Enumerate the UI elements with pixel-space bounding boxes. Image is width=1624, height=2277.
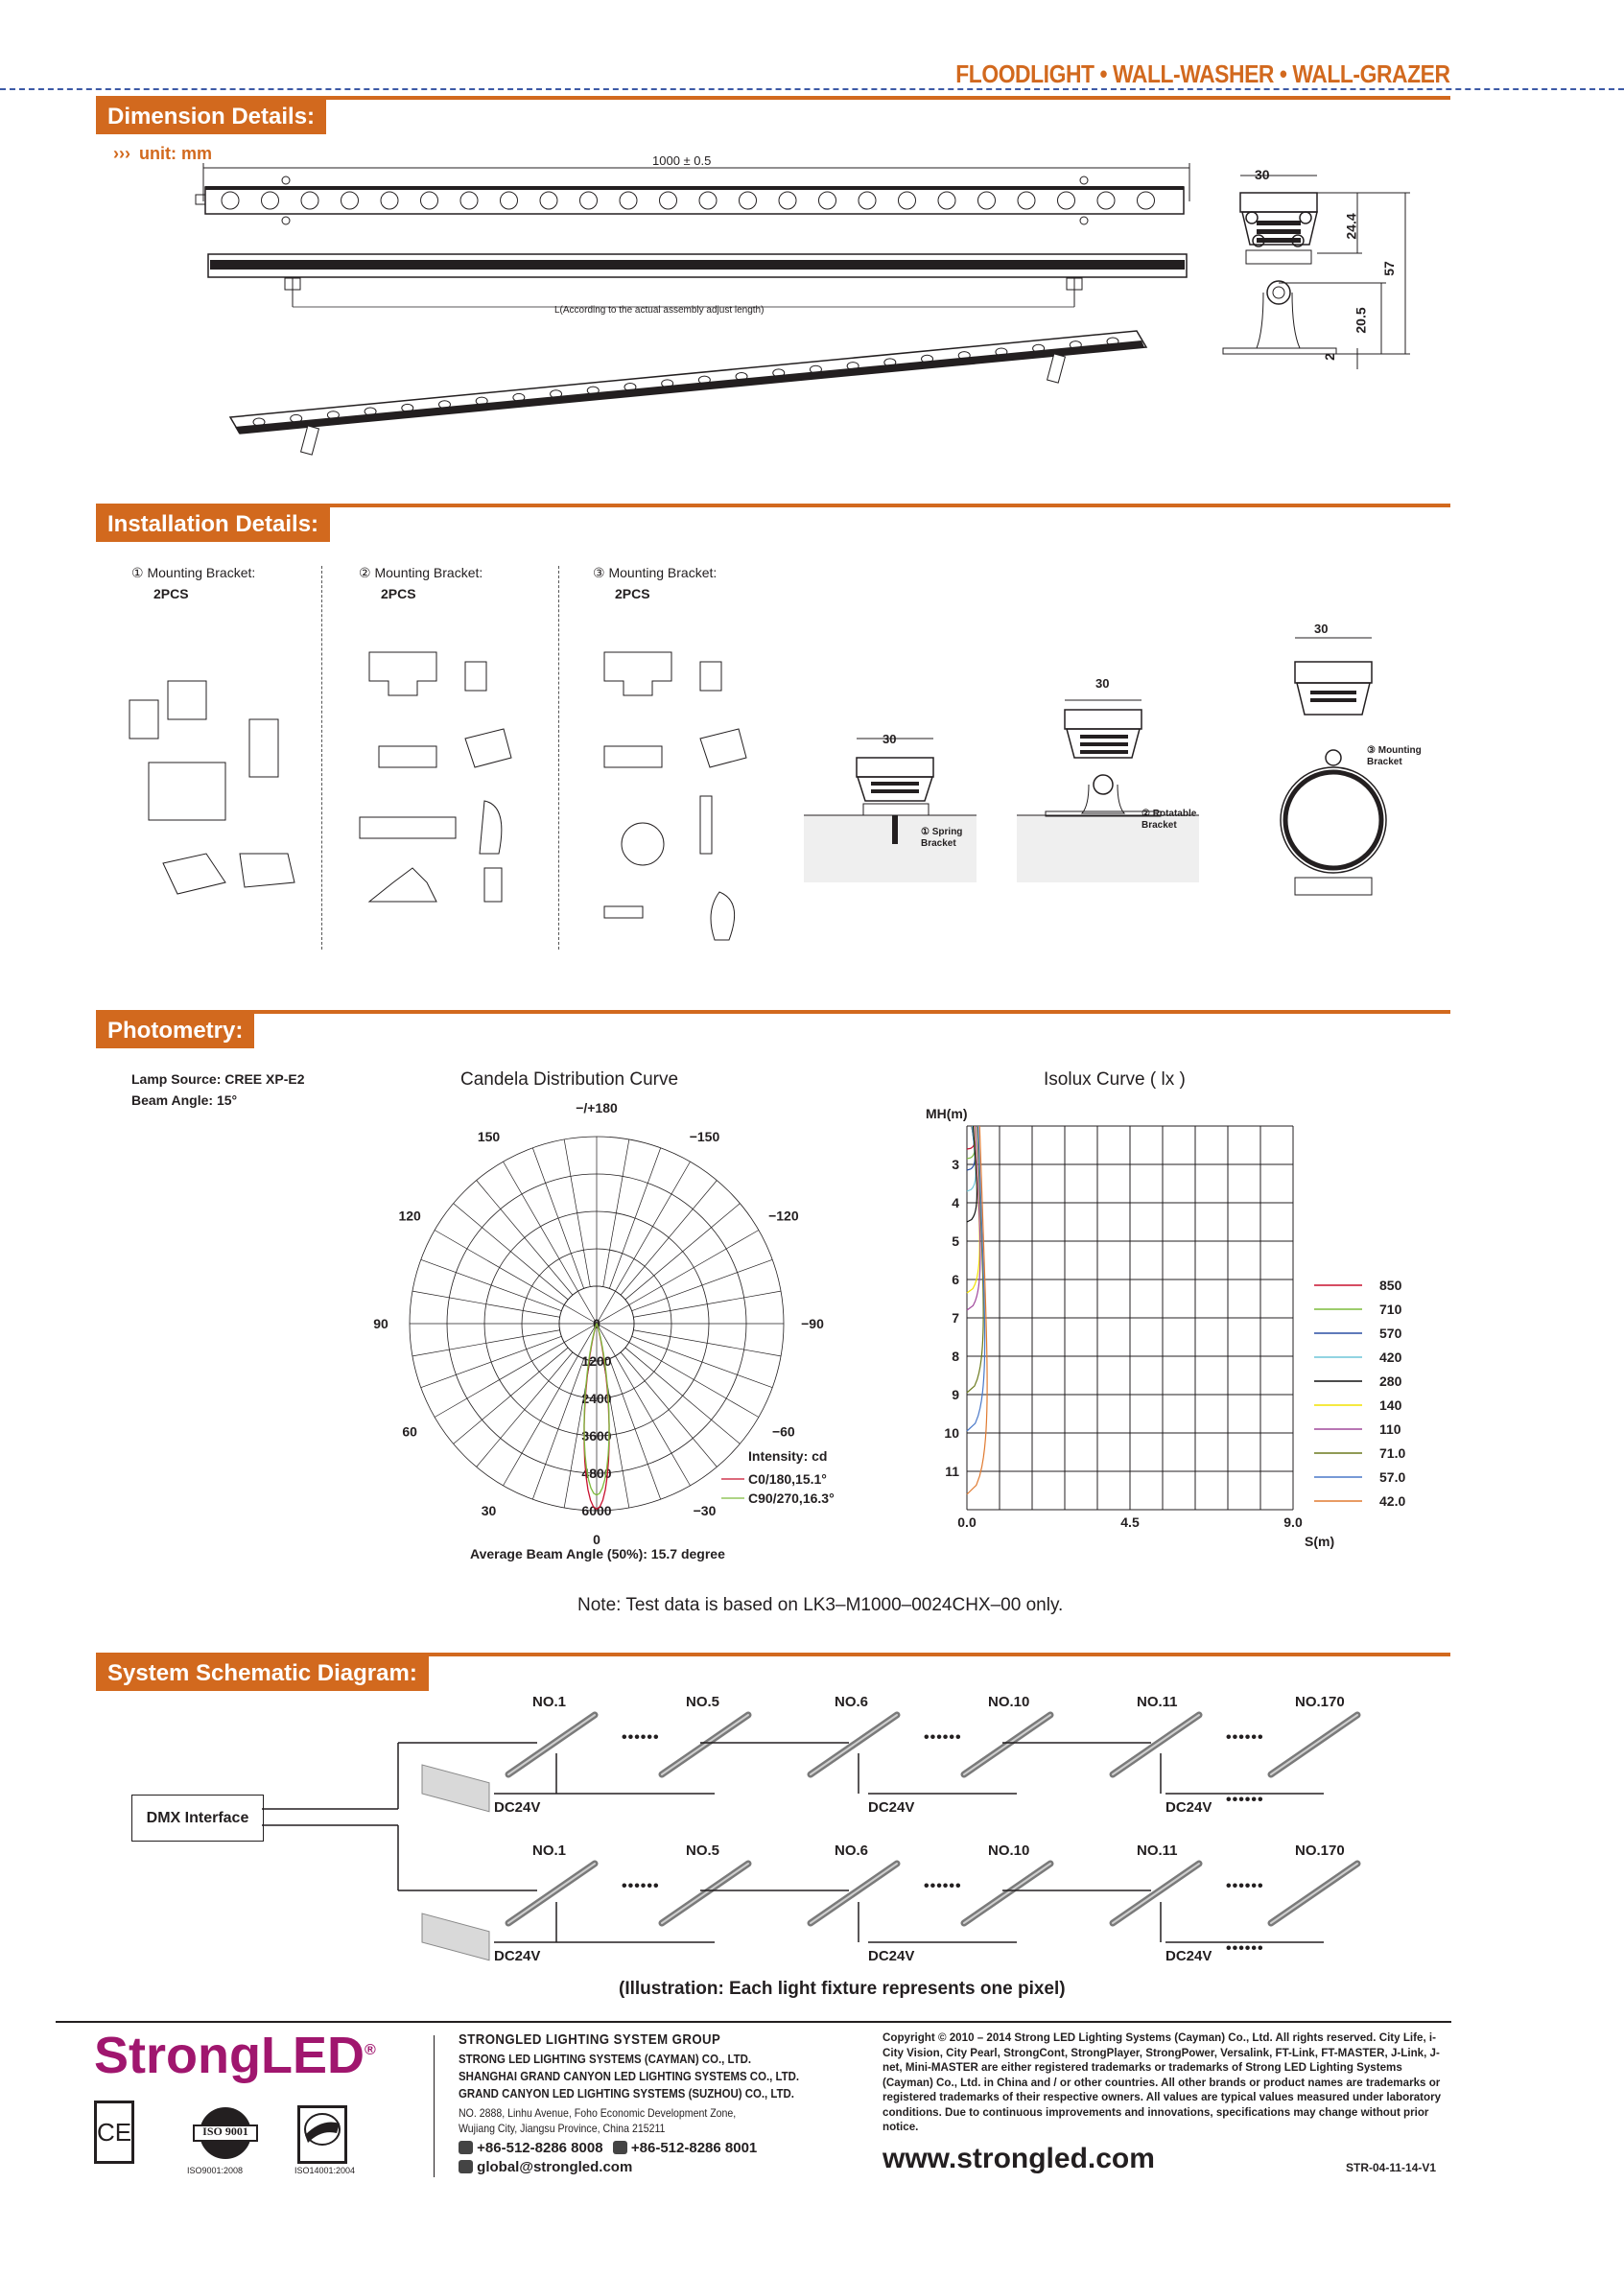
light-fixture-highlight <box>662 1715 748 1774</box>
bracket-1-qty: 2PCS <box>153 586 189 601</box>
bracket-2-qty: 2PCS <box>381 586 416 601</box>
contact-email-row <box>459 2159 632 2175</box>
light-fixture-highlight <box>508 1715 595 1774</box>
polar-angle-label: −120 <box>768 1208 799 1224</box>
y-tick-label: 10 <box>944 1425 959 1441</box>
polar-angle-label: −90 <box>801 1316 824 1331</box>
light-fixture-highlight <box>1113 1864 1199 1923</box>
unit-label: unit: mm <box>139 144 212 163</box>
adjustable-length-label: L(According to the actual assembly adjust length) <box>554 305 765 316</box>
polar-radial-tick-label: 6000 <box>581 1503 612 1518</box>
lamp-source-label: Lamp Source: CREE XP-E2 <box>131 1071 305 1087</box>
spring-bracket-callout: ① Spring Bracket <box>921 827 963 849</box>
profile-base-label: 2 <box>1321 353 1337 361</box>
polar-angle-label: −150 <box>689 1129 720 1145</box>
light-fixture-highlight <box>964 1715 1050 1774</box>
iso9001-caption: ISO9001:2008 <box>187 2166 244 2175</box>
legend-entry: 420 <box>1379 1350 1402 1365</box>
legend-entry: 710 <box>1379 1302 1402 1317</box>
address-line: Wujiang City, Jiangsu Province, China 215211 <box>459 2122 666 2135</box>
rotatable-bracket-callout: ② Rotatable Bracket <box>1142 809 1197 831</box>
light-fixture-highlight <box>1271 1864 1357 1923</box>
pipe-bracket-callout: ③ Mounting Bracket <box>1367 745 1422 767</box>
light-fixture-highlight <box>811 1715 897 1774</box>
bracket-3-qty: 2PCS <box>615 586 650 601</box>
fixture-label: NO.6 <box>835 1843 869 1859</box>
light-fixture-highlight <box>1113 1715 1199 1774</box>
profile-bracket-height-label: 20.5 <box>1353 307 1369 334</box>
contact-phone-row <box>459 2140 757 2156</box>
polar-angle-label: −/+180 <box>576 1100 618 1115</box>
polar-angle-label: 60 <box>402 1423 417 1440</box>
x-tick-label: 4.5 <box>1120 1514 1140 1530</box>
fixture-label: NO.170 <box>1295 1694 1345 1710</box>
y-tick-label: 11 <box>945 1464 959 1479</box>
y-tick-label: 3 <box>952 1157 959 1172</box>
fixture-label: NO.1 <box>532 1843 567 1859</box>
continuation-dots: •••••• <box>622 1729 660 1746</box>
iso14001-caption: ISO14001:2004 <box>294 2166 356 2175</box>
section-title-installation: Installation Details: <box>96 507 330 542</box>
dc24v-label: DC24V <box>494 1799 541 1816</box>
dc24v-label: DC24V <box>868 1948 915 1964</box>
profile-width-label: 30 <box>1255 167 1270 182</box>
profile-top-height-label: 24.4 <box>1343 213 1359 240</box>
fixture-label: NO.11 <box>1137 1843 1178 1859</box>
section-title-photometry: Photometry: <box>96 1014 254 1048</box>
polar-radial-tick-label: 1200 <box>581 1353 612 1369</box>
legend-entry: 140 <box>1379 1397 1402 1413</box>
dc24v-label: DC24V <box>1165 1948 1212 1964</box>
rotatable-width-label: 30 <box>1095 676 1110 691</box>
footer-divider <box>434 2035 435 2177</box>
website-link[interactable]: www.strongled.com <box>883 2143 1155 2174</box>
fax-number: +86-512-8286 8001 <box>630 2140 758 2156</box>
copyright-notice: Copyright © 2010 – 2014 Strong LED Lighting Systems (Cayman) Co., Ltd. All rights reserved. City Life, i-City Vision, City Pearl, StrongCont, StrongPlayer, StrongPower, Versalink, FT-Link, FT-MASTER, J-Link, J-net, Mini-MASTER are either registered trademarks or trademarks of Strong LED Lighting Systems (Cayman) Co., Ltd. in China and / or other countries. All other brands or product names are trademarks or registered trademarks of their respective owners. All values are typical values measured under laboratory conditions. Due to continuous improvements and innovations, specifications may change without prior notice. <box>883 2031 1442 2133</box>
dc24v-label: DC24V <box>1165 1799 1212 1816</box>
iso14001-badge-icon <box>297 2105 347 2164</box>
fixture-label: NO.10 <box>988 1694 1030 1710</box>
light-fixture-highlight <box>662 1864 748 1923</box>
fixture-label: NO.10 <box>988 1843 1030 1859</box>
x-tick-label: 0.0 <box>957 1514 977 1530</box>
bracket-1-title: ① Mounting Bracket: <box>131 565 256 580</box>
continuation-dots: •••••• <box>1226 1878 1264 1894</box>
polar-angle-label: 90 <box>373 1316 388 1331</box>
y-axis-label: MH(m) <box>926 1106 968 1121</box>
polar-angle-label: 150 <box>477 1129 501 1145</box>
continuation-dots: •••••• <box>1226 1729 1264 1746</box>
polar-angle-label: 0 <box>593 1532 600 1547</box>
section-title-dimension: Dimension Details: <box>96 100 326 134</box>
telephone-icon <box>459 2141 473 2154</box>
legend-entry: 570 <box>1379 1326 1402 1341</box>
company-line: STRONG LED LIGHTING SYSTEMS (CAYMAN) CO., LTD. <box>459 2052 752 2066</box>
page-header-title: FLOODLIGHT • WALL-WASHER • WALL-GRAZER <box>955 59 1450 88</box>
legend-entry: C90/270,16.3° <box>748 1491 835 1506</box>
schematic-caption: (Illustration: Each light fixture represents one pixel) <box>619 1979 1066 1999</box>
profile-total-height-label: 57 <box>1380 261 1397 276</box>
beam-angle-label: Beam Angle: 15° <box>131 1092 238 1108</box>
fixture-label: NO.6 <box>835 1694 869 1710</box>
pipe-width-label: 30 <box>1314 622 1329 636</box>
legend-entry: 280 <box>1379 1373 1402 1389</box>
y-tick-label: 9 <box>952 1387 959 1402</box>
legend-entry: 110 <box>1379 1421 1401 1437</box>
strongled-logo: StrongLED® <box>94 2027 376 2084</box>
dmx-interface-box: DMX Interface <box>131 1795 264 1842</box>
dc24v-label: DC24V <box>494 1948 541 1964</box>
legend-entry: 71.0 <box>1379 1445 1406 1461</box>
iso9001-badge-icon: ISO 9001 <box>190 2105 261 2161</box>
address-line: NO. 2888, Linhu Avenue, Foho Economic Development Zone, <box>459 2106 737 2120</box>
polar-radial-tick-label: 3600 <box>581 1428 612 1444</box>
legend-entry: 57.0 <box>1379 1469 1406 1485</box>
power-supply-icon <box>422 1765 489 1812</box>
y-tick-label: 7 <box>952 1310 959 1326</box>
telephone-number: +86-512-8286 8008 <box>477 2140 603 2156</box>
polar-radial-tick-label: 4800 <box>581 1466 612 1481</box>
fax-icon <box>613 2141 627 2154</box>
continuation-dots: •••••• <box>924 1878 962 1894</box>
x-axis-label: S(m) <box>1305 1534 1335 1549</box>
polar-angle-label: −60 <box>771 1423 795 1440</box>
company-line: GRAND CANYON LED LIGHTING SYSTEMS (SUZHOU) CO., LTD. <box>459 2086 794 2101</box>
continuation-dots: •••••• <box>924 1729 962 1746</box>
length-dimension-label: 1000 ± 0.5 <box>652 153 712 168</box>
y-tick-label: 6 <box>952 1272 959 1287</box>
fixture-label: NO.1 <box>532 1694 567 1710</box>
isolux-chart-title: Isolux Curve ( lx ) <box>1044 1069 1186 1090</box>
bracket-2-title: ② Mounting Bracket: <box>359 565 483 580</box>
fixture-label: NO.11 <box>1137 1694 1178 1710</box>
polar-legend-title: Intensity: cd <box>748 1448 828 1464</box>
continuation-dots: •••••• <box>622 1878 660 1894</box>
polar-angle-label: 120 <box>398 1208 421 1224</box>
light-fixture-highlight <box>811 1864 897 1923</box>
light-fixture-highlight <box>508 1864 595 1923</box>
y-tick-label: 8 <box>952 1349 959 1364</box>
light-fixture-highlight <box>964 1864 1050 1923</box>
email-icon <box>459 2160 473 2173</box>
polar-angle-label: 30 <box>481 1502 497 1518</box>
continuation-dots: •••••• <box>1226 1940 1264 1957</box>
legend-entry: C0/180,15.1° <box>748 1471 827 1487</box>
x-tick-label: 9.0 <box>1283 1514 1303 1530</box>
y-tick-label: 5 <box>952 1233 959 1249</box>
fixture-label: NO.5 <box>686 1694 720 1710</box>
section-title-schematic: System Schematic Diagram: <box>96 1656 429 1691</box>
legend-entry: 850 <box>1379 1278 1402 1293</box>
candela-chart-title: Candela Distribution Curve <box>460 1069 679 1090</box>
company-line: SHANGHAI GRAND CANYON LED LIGHTING SYSTEMS CO., LTD. <box>459 2069 800 2083</box>
y-tick-label: 4 <box>952 1195 959 1210</box>
polar-angle-label: −30 <box>693 1502 717 1518</box>
group-name: STRONGLED LIGHTING SYSTEM GROUP <box>459 2031 721 2048</box>
footer-rule <box>56 2021 1451 2023</box>
email-link[interactable]: global@strongled.com <box>477 2159 633 2175</box>
bracket-3-title: ③ Mounting Bracket: <box>593 565 718 580</box>
continuation-dots: •••••• <box>1226 1792 1264 1808</box>
power-supply-icon <box>422 1913 489 1960</box>
fixture-label: NO.170 <box>1295 1843 1345 1859</box>
spring-width-label: 30 <box>883 732 897 746</box>
polar-radial-tick-label: 2400 <box>581 1391 612 1406</box>
fixture-label: NO.5 <box>686 1843 720 1859</box>
average-beam-angle-label: Average Beam Angle (50%): 15.7 degree <box>470 1546 725 1561</box>
chevron-arrows-icon: ››› <box>113 144 130 163</box>
ce-mark-icon: CE <box>94 2101 134 2164</box>
light-fixture-highlight <box>1271 1715 1357 1774</box>
dc24v-label: DC24V <box>868 1799 915 1816</box>
test-data-note: Note: Test data is based on LK3–M1000–0024CHX–00 only. <box>577 1595 1064 1615</box>
document-id: STR-04-11-14-V1 <box>1346 2161 1437 2174</box>
legend-entry: 42.0 <box>1379 1493 1406 1509</box>
polar-radial-tick-label: 0 <box>593 1316 600 1331</box>
